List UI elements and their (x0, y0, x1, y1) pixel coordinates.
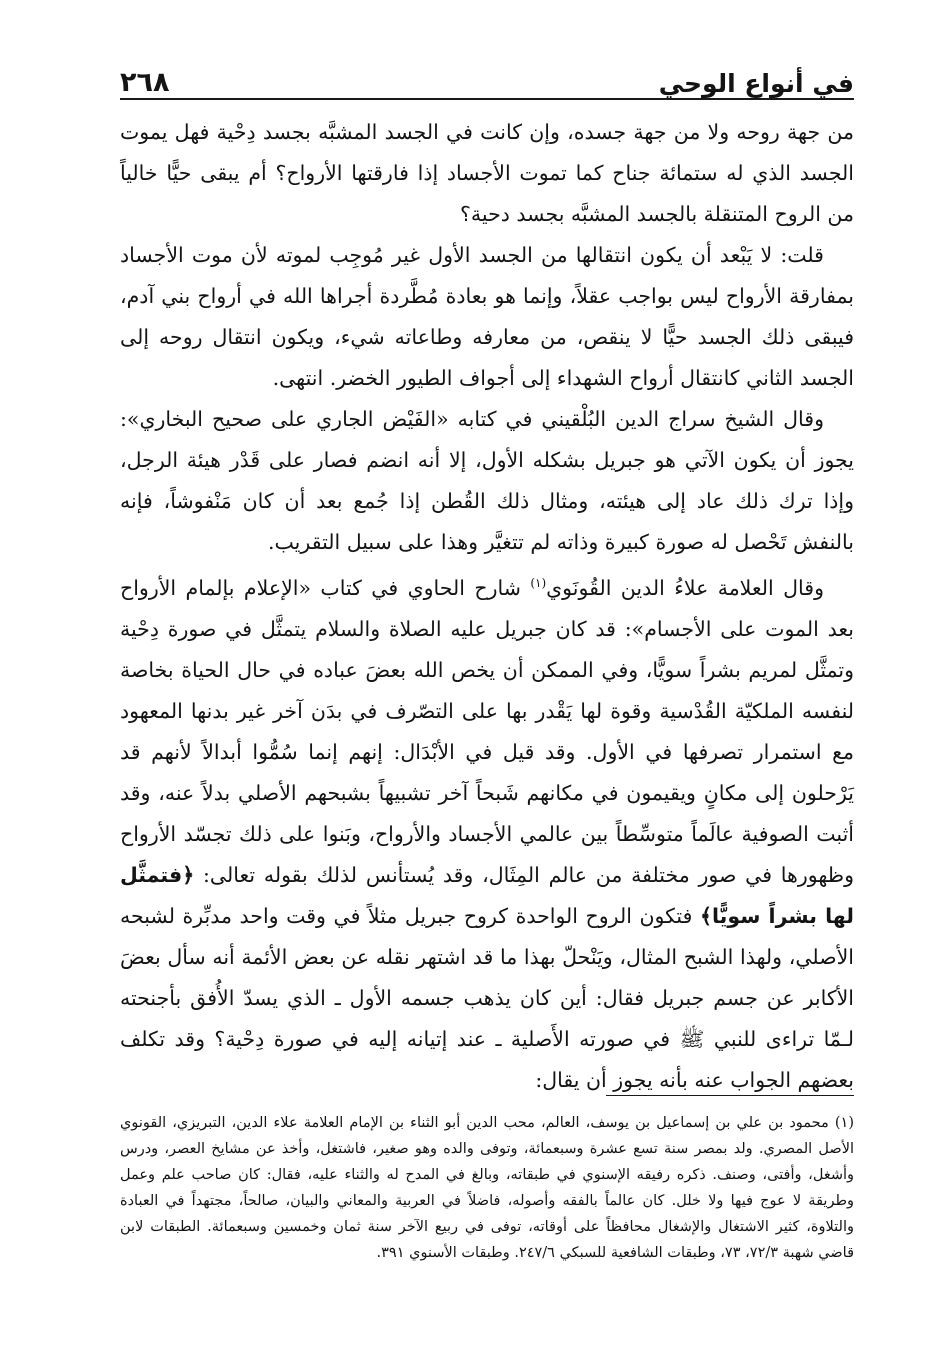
running-title: في أنواع الوحي (658, 69, 854, 98)
paragraph-2: قلت: لا يَبْعد أن يكون انتقالها من الجسد الأول غير مُوجِب لموته لأن موت الأجساد بمفارقة الأرواح ليس بواجب عقلاً، وإنما هو بعادة مُطَّردة أجراها الله في أرواح بني آدم، فيبقى ذلك الجسد حيًّا لا ينقص، من معارفه وطاعاته شيء، ويكون انتقال روحه إلى الجسد الثاني كانتقال أرواح الشهداء إلى أجواف الطيور الخضر. انتهى. (120, 243, 854, 390)
paragraph-1: من جهة روحه ولا من جهة جسده، وإن كانت في الجسد المشبَّه بجسد دِحْية فهل يموت الجسد الذي له ستمائة جناح كما تموت الأجساد إذا فارقتها الأرواح؟ أم يبقى حيًّا خالياً من الروح المتنقلة بالجسد المشبَّه بجسد دحية؟ (120, 120, 854, 226)
footnote-text: (١) محمود بن علي بن إسماعيل بن يوسف، العالم، محب الدين أبو الثناء بن الإمام العلامة علاء الدين، التبريزي، القونوي الأصل المصري. ولد بمصر سنة تسع عشرة وسبعمائة، وتوفى والده وهو صغير، فاشتغل، وأخذ عن مشايخ العصر، ودرس وأشغل، وأفتى، وصنف. ذكره رفيقه الإسنوي في طبقاته، وبالغ في المدح له والثناء عليه، فقال: كان صاحب علم وعمل وطريقة لا عوج فيها ولا خلل. كان عالماً بالفقه وأصوله، فاضلاً في العربية والمعاني والبيان، صالحاً، مجتهداً في العبادة والتلاوة، كثير الاشتغال والإشغال محافظاً على أوقاته، توفى في ربيع الآخر سنة ثمان وخمسين وسبعمائة. الطبقات لابن قاضي شهبة ٧٢/٣، ٧٣، وطبقات الشافعية للسبكي ٢٤٧/٦. وطبقات الأسنوي ٣٩١. (120, 1115, 854, 1261)
paragraph-4-end: فتكون الروح الواحدة كروح جبريل مثلاً في وقت واحد مدبِّرة لشبحه الأصلي، ولهذا الشبح المثال، ويَنْحلّ بهذا ما قد اشتهر نقله عن بعض الأئمة أنه سأل بعضَ الأكابر عن جسم جبريل فقال: أين كان يذهب جسمه الأول ـ الذي يسدّ الأُفق بأجنحته لـمّا تراءى للنبي ﷺ في صورته الأَصلية ـ عند إتيانه إليه في صورة دِحْية؟ وقد تكلف بعضهم الجواب عنه بأنه يجوز أن يقال: (120, 903, 854, 1092)
paragraph-4 (120, 563, 854, 1101)
quran-verse: ﴿فتمثَّل لها بشراً سويًّا﴾ (120, 862, 854, 928)
main-text (120, 112, 854, 1101)
paragraph-4-start: وقال العلامة علاءُ الدين القُونَوي (546, 575, 824, 600)
footnote-reference[interactable]: (١) (530, 576, 547, 590)
paragraph-4-middle: شارح الحاوي في كتاب «الإعلام بإلمام الأرواح بعد الموت على الأجسام»: قد كان جبريل عليه الصلاة والسلام يتمثَّل في صورة دِحْية وتمثَّل لمريم بشراً سويًّا، وفي الممكن أن يخص الله بعضَ عباده في حال الحياة بخاصة لنفسه الملكيّة القُدْسية وقوة لها يَقْدر بها على التصّرف في بدَن آخر غير بدنها المعهود مع استمرار تصرفها في الأول. وقد قيل في الأبْدَال: إنهم إنما سُمُّوا أبدالاً لأنهم قد يَرْحلون إلى مكانٍ ويقيمون في مكانهم شَبحاً آخر تشبيهاً بشبحهم الأصلي بدلاً عنه، وقد أثبت الصوفية عالَماً متوسِّطاً بين عالمي الأجساد والأرواح، وبَنوا على ذلك تجسّد الأرواح وظهورها في صور مختلفة من عالم المِثَال، وقد يُستأنس لذلك بقوله تعالى: (120, 575, 854, 887)
page-header (120, 52, 854, 98)
page-number: ٢٦٨ (120, 67, 170, 98)
paragraph-3: وقال الشيخ سراج الدين البُلْقيني في كتابه «الفَيْض الجاري على صحيح البخاري»: يجوز أن يكون الآتي هو جبريل بشكله الأول، إلا أنه انضم فصار على قَدْر هيئة الرجل، وإذا ترك ذلك عاد إلى هيئته، ومثال ذلك القُطن إذا جُمع بعد أن كان مَنْفوشاً، فإنه بالنفش تَحْصل له صورة كبيرة وذاته لم تتغيَّر وهذا على سبيل التقريب. (120, 407, 854, 554)
footnote-rule (606, 1095, 854, 1096)
footnote (120, 1110, 854, 1266)
header-rule (120, 98, 854, 100)
